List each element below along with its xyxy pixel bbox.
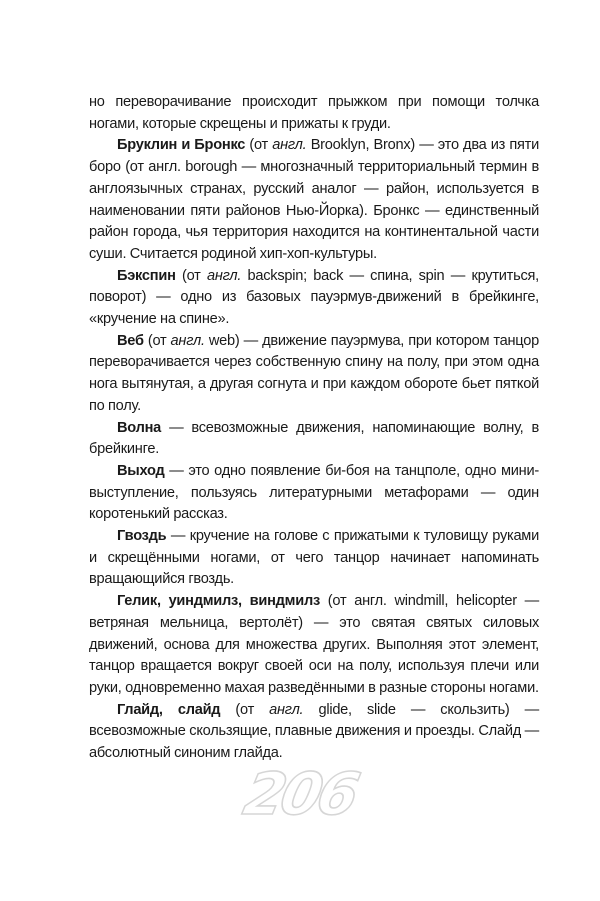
lang-prefix: (от — [245, 137, 273, 154]
lang-prefix: (от — [175, 267, 207, 284]
glossary-term: Волна — [117, 419, 162, 436]
glossary-definition: — кручение на голове с прижатыми к туловищу руками и скрещёнными ногами, от чего танцор начинает напоминать вращающийся гвоздь. — [89, 528, 539, 588]
lang-prefix: (от — [220, 701, 270, 718]
paragraph-continuation — [89, 92, 539, 135]
glossary-term: Гелик, уиндмилз, виндмилз — [117, 593, 320, 610]
glossary-definition: — это одно появление би-боя на танцполе, одно мини-выступление, пользуясь литературными метафорами — один коротенький рассказ. — [89, 462, 539, 523]
glossary-term: Веб — [117, 332, 144, 349]
glossary-entry-backspin — [89, 266, 539, 331]
glossary-term: Бруклин и Бронкс — [117, 137, 246, 154]
lang-prefix: (от — [143, 332, 171, 349]
lang-abbr: англ. — [206, 267, 242, 284]
book-page-body — [89, 92, 539, 765]
glossary-definition: glide, slide — скользить) — всевозможные скользящие, плавные движения и проезды. Слайд — абсолютный синоним глайда. — [89, 701, 539, 762]
page-number: 206 — [238, 760, 362, 828]
glossary-definition: (от англ. windmill, helicopter — ветряная мельница, вертолёт) — это святая святых силовых движений, основа для множества других. Выполняя этот элемент, танцор вращается вокруг своей оси на полу, используя плечи или руки, одновременно махая разведёнными в разные стороны ногами. — [89, 593, 539, 696]
lang-abbr: англ. — [170, 332, 205, 349]
glossary-entry-windmill — [89, 591, 539, 700]
glossary-entry-nail — [89, 526, 539, 591]
glossary-entry-exit — [89, 461, 539, 526]
glossary-definition: web) — движение пауэрмува, при котором танцор переворачивается через собственную спину на полу, при этом одна нога вытянутая, а другая согнута и при каждом обороте бьет пяткой по полу. — [89, 332, 539, 414]
glossary-term: Гвоздь — [117, 528, 167, 545]
glossary-entry-brooklyn-bronx — [89, 135, 539, 265]
lang-abbr: англ. — [272, 137, 307, 154]
glossary-term: Выход — [117, 462, 165, 479]
glossary-entry-web — [89, 331, 539, 418]
paragraph-text: но переворачивание происходит прыжком при помощи толчка ногами, которые скрещены и прижаты к груди. — [89, 94, 539, 132]
glossary-definition: — всевозможные движения, напоминающие волну, в брейкинге. — [89, 419, 539, 458]
glossary-definition: backspin; back — спина, spin — крутиться, поворот) — одно из базовых пауэрмув-движений в брейкинге, «кручение на спине». — [89, 267, 539, 328]
glossary-definition: Brooklyn, Bronx) — это два из пяти боро (от англ. borough — многозначный территориальный термин в англоязычных странах, русский аналог — район, используется в наименовании пяти районов Нью-Йорка). Бронкс — единственный район города, чья территория находится на континентальной части суши. Считается родиной хип-хоп-культуры. — [89, 137, 539, 262]
glossary-entry-glide — [89, 700, 539, 765]
glossary-term: Глайд, слайд — [117, 701, 221, 718]
glossary-entry-wave — [89, 418, 539, 461]
glossary-term: Бэкспин — [117, 267, 176, 284]
lang-abbr: англ. — [269, 701, 304, 718]
